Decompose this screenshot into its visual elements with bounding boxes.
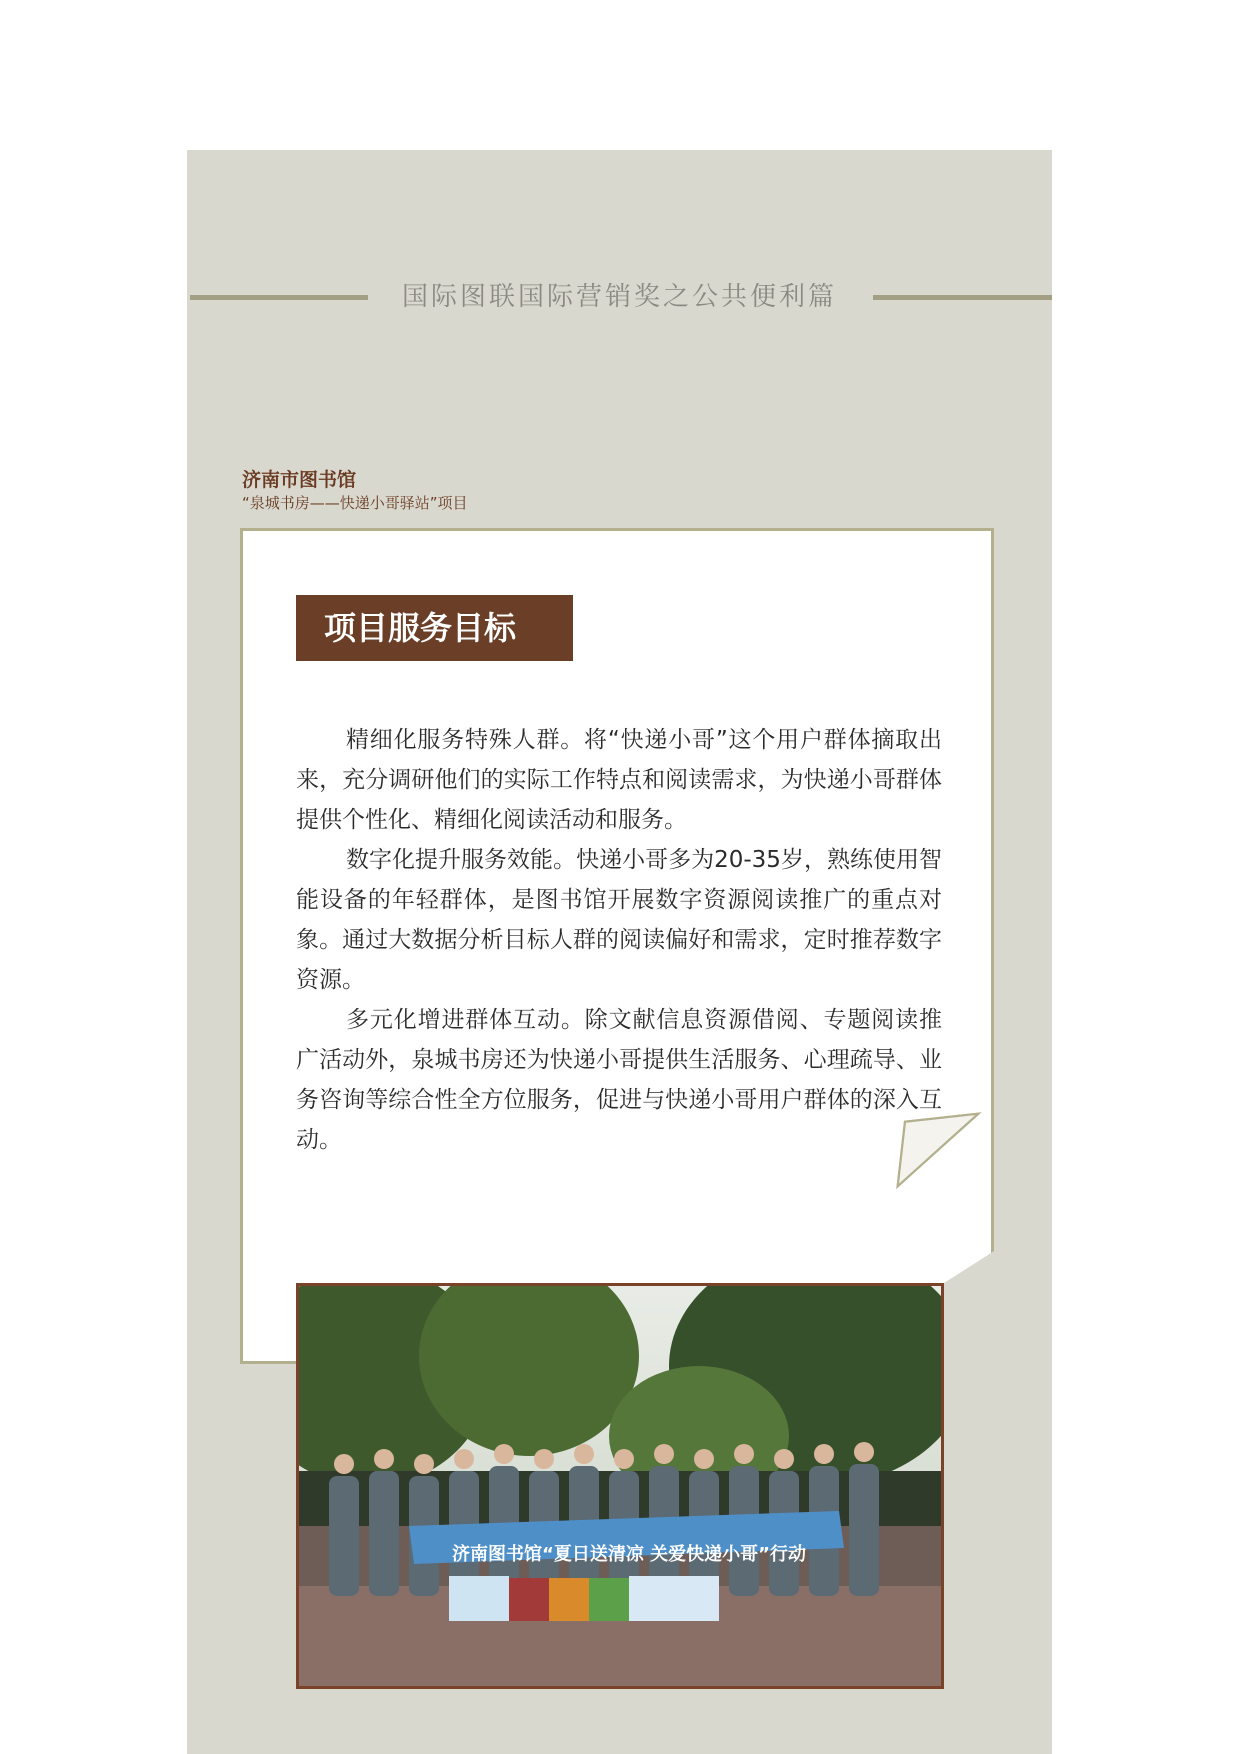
series-header: [187, 277, 1052, 317]
body-text: [296, 720, 942, 1160]
paragraph-1: 精细化服务特殊人群。将“快递小哥”这个用户群体摘取出来，充分调研他们的实际工作特点和阅读需求，为快递小哥群体提供个性化、精细化阅读活动和服务。: [296, 727, 942, 833]
series-title: 国际图联国际营销奖之公共便利篇: [386, 282, 853, 312]
project-name: “泉城书房——快递小哥驿站”项目: [242, 494, 468, 512]
org-name: 济南市图书馆: [242, 469, 357, 491]
banner-text: 济南图书馆“夏日送清凉 关爱快递小哥”行动: [452, 1544, 806, 1565]
group-photo: [296, 1283, 944, 1689]
paragraph-2: 数字化提升服务效能。快递小哥多为20-35岁，熟练使用智能设备的年轻群体，是图书馆开展数字资源阅读推广的重点对象。通过大数据分析目标人群的阅读偏好和需求，定时推荐数字资源。: [296, 847, 942, 993]
group-photo-illustration: [299, 1286, 941, 1686]
section-label: 项目服务目标: [296, 595, 573, 661]
paragraph-3: 多元化增进群体互动。除文献信息资源借阅、专题阅读推广活动外，泉城书房还为快递小哥提供生活服务、心理疏导、业务咨询等综合性全方位服务，促进与快递小哥用户群体的深入互动。: [296, 1007, 942, 1153]
